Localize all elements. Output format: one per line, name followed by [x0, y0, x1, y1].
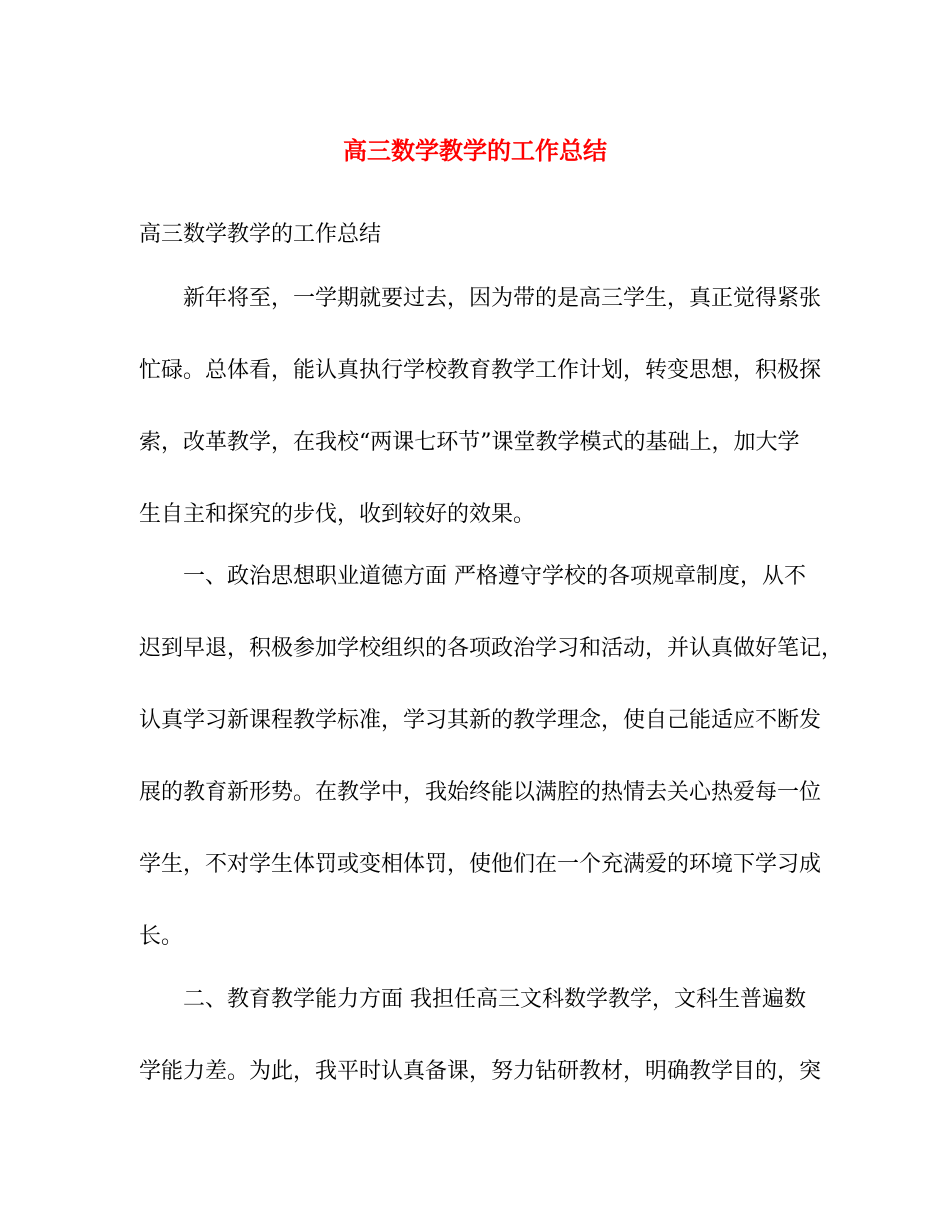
- body-line: 一、政治思想职业道德方面 严格遵守学校的各项规章制度，从不: [183, 564, 806, 589]
- body-line: 新年将至，一学期就要过去，因为带的是高三学生，真正觉得紧张: [183, 286, 822, 311]
- body-line: 忙碌。总体看，能认真执行学校教育教学工作计划，转变思想，积极探: [139, 358, 822, 383]
- body-line: 高三数学教学的工作总结: [139, 222, 382, 247]
- body-line: 迟到早退，积极参加学校组织的各项政治学习和活动，并认真做好笔记，: [139, 636, 844, 661]
- body-line: 长。: [139, 924, 184, 949]
- body-line: 索，改革教学，在我校“两课七环节”课堂教学模式的基础上，加大学: [139, 430, 800, 455]
- body-line: 生自主和探究的步伐，收到较好的效果。: [139, 502, 536, 527]
- body-line: 学生，不对学生体罚或变相体罚，使他们在一个充满爱的环境下学习成: [139, 852, 822, 877]
- document-title: 高三数学教学的工作总结: [343, 136, 607, 165]
- body-line: 学能力差。为此，我平时认真备课，努力钻研教材，明确教学目的，突: [139, 1059, 822, 1084]
- body-line: 认真学习新课程教学标准，学习其新的教学理念，使自己能适应不断发: [139, 708, 822, 733]
- body-line: 展的教育新形势。在教学中，我始终能以满腔的热情去关心热爱每一位: [139, 780, 822, 805]
- body-line: 二、教育教学能力方面 我担任高三文科数学教学，文科生普遍数: [183, 987, 806, 1012]
